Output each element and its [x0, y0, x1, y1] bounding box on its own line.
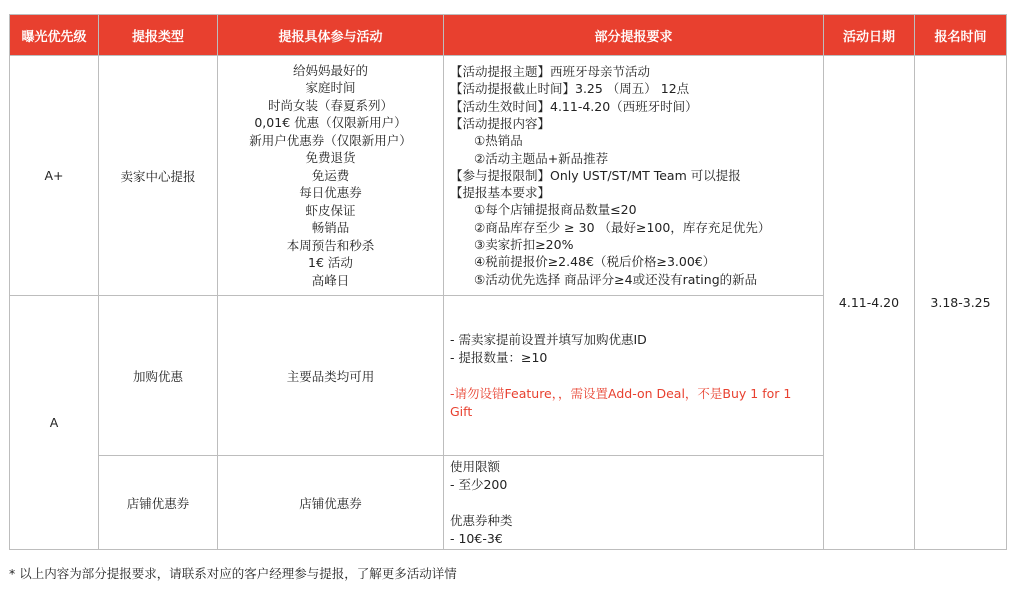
addon-warning: -请勿设错Feature，，需设置Add-on Deal，不是Buy 1 for 1 Gift	[450, 385, 792, 419]
list-item: 给妈妈最好的	[292, 62, 368, 78]
list-item: 家庭时间	[305, 80, 356, 96]
voucher-requirements-cell	[444, 456, 824, 550]
addon-requirements-cell	[444, 296, 824, 456]
voucher-type-title: 优惠券种类	[450, 512, 513, 528]
usage-limit-value: - 至少200	[450, 476, 508, 492]
type-shop-voucher: 店铺优惠券	[99, 456, 218, 550]
list-item: 畅销品	[311, 220, 350, 236]
list-item: 0,01€ 优惠（仅限新用户）	[254, 115, 407, 131]
requirement-line: 【活动提报主题】西班牙母亲节活动	[450, 64, 651, 80]
addon-activities: 主要品类均可用	[218, 296, 444, 456]
table-row	[10, 56, 1007, 296]
requirement-line: ②商品库存至少 ≥ 30 （最好≥100，库存充足优先）	[474, 219, 771, 235]
requirement-line: 【提报基本要求】	[450, 185, 551, 201]
requirements-list	[450, 63, 823, 288]
activity-date: 4.11-4.20	[824, 56, 915, 550]
requirement-line: ④税前提报价≥2.48€（税后价格≥3.00€）	[474, 254, 716, 270]
requirement-line: ③卖家折扣≥20%	[474, 237, 574, 253]
voucher-requirements	[450, 458, 823, 548]
header-priority: 曝光优先级	[10, 15, 99, 56]
voucher-type-value: - 10€-3€	[450, 530, 503, 546]
requirement-line: - 提报数量：≥10	[450, 349, 548, 365]
activity-list	[218, 62, 443, 290]
type-addon-deal: 加购优惠	[99, 296, 218, 456]
requirement-line: ⑤活动优先选择 商品评分≥4或还没有rating的新品	[474, 271, 758, 287]
list-item: 虾皮保证	[305, 202, 356, 218]
header-type: 提报类型	[99, 15, 218, 56]
footnote: * 以上内容为部分提报要求，请联系对应的客户经理参与提报，了解更多活动详情	[9, 566, 457, 581]
priority-a-plus: A+	[10, 56, 99, 296]
list-item: 免运费	[311, 167, 350, 183]
voucher-activities: 店铺优惠券	[218, 456, 444, 550]
promotion-table	[9, 14, 1007, 550]
spacer	[450, 494, 823, 512]
requirement-line: ①热销品	[474, 133, 523, 149]
header-signup-time: 报名时间	[915, 15, 1007, 56]
list-item: 本周预告和秒杀	[286, 237, 375, 253]
requirement-line: 【参与提报限制】Only UST/ST/MT Team 可以提报	[450, 167, 741, 183]
requirement-line: 【活动生效时间】4.11-4.20（西班牙时间）	[450, 98, 698, 114]
list-item: 每日优惠券	[299, 185, 362, 201]
type-seller-center: 卖家中心提报	[99, 56, 218, 296]
addon-requirements	[450, 331, 823, 367]
list-item: 时尚女装（春夏系列）	[267, 97, 393, 113]
signup-time: 3.18-3.25	[915, 56, 1007, 550]
requirement-line: - 需卖家提前设置并填写加购优惠ID	[450, 331, 647, 347]
requirement-line: ①每个店铺提报商品数量≤20	[474, 202, 637, 218]
usage-limit-title: 使用限额	[450, 458, 501, 474]
list-item: 1€ 活动	[308, 255, 353, 271]
list-item: 免费退货	[305, 150, 356, 166]
list-item: 新用户优惠券（仅限新用户）	[249, 132, 412, 148]
activities-cell	[218, 56, 444, 296]
list-item: 高峰日	[311, 272, 350, 288]
header-requirements: 部分提报要求	[444, 15, 824, 56]
table-header-row	[10, 15, 1007, 56]
requirement-line: ②活动主题品+新品推荐	[474, 150, 609, 166]
priority-a: A	[10, 296, 99, 550]
requirement-line: 【活动提报内容】	[450, 115, 551, 131]
requirements-cell	[444, 56, 824, 296]
header-activity-date: 活动日期	[824, 15, 915, 56]
requirement-line: 【活动提报截止时间】3.25 （周五） 12点	[450, 81, 690, 97]
header-activities: 提报具体参与活动	[218, 15, 444, 56]
